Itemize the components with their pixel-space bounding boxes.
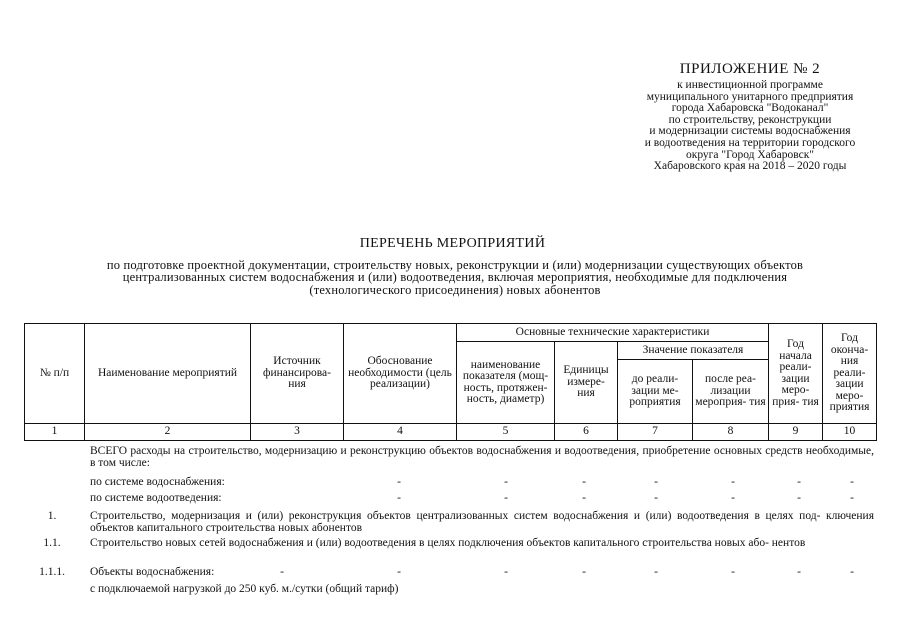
- dash: -: [397, 566, 401, 578]
- header-source: Источник финансирова- ния: [251, 324, 344, 424]
- header-tech: Основные технические характеристики: [457, 324, 769, 342]
- dash: -: [797, 492, 801, 504]
- row-text: с подключаемой нагрузкой до 250 куб. м./сутки (общий тариф): [90, 583, 399, 595]
- dash: -: [504, 492, 508, 504]
- header-units: Единицы измере- ния: [555, 342, 618, 424]
- header-after: после реа- лизации мероприя- тия: [693, 360, 769, 424]
- dash: -: [850, 492, 854, 504]
- header-before: до реали- зации ме- роприятия: [618, 360, 693, 424]
- dash: -: [654, 566, 658, 578]
- appendix-line: округа "Город Хабаровск": [686, 148, 814, 161]
- appendix-line: города Хабаровска "Водоканал": [671, 102, 829, 115]
- row-text: Строительство, модернизация и (или) реконструкция объектов централизованных систем водоснабжения и (или) водоотведения в целях под- ключения объектов капитального строительства новых абонентов: [90, 510, 874, 534]
- dash: -: [731, 566, 735, 578]
- dash: -: [731, 476, 735, 488]
- header-number: № п/п: [25, 324, 85, 424]
- appendix-line: и водоотведения на территории городского: [644, 136, 856, 149]
- dash: -: [582, 492, 586, 504]
- list-title: ПЕРЕЧЕНЬ МЕРОПРИЯТИЙ: [359, 236, 546, 251]
- row-text: Строительство новых сетей водоснабжения и (или) водоотведения в целях подключения объектов капитального строительства новых або- нентов: [90, 537, 806, 549]
- dash: -: [850, 476, 854, 488]
- dash: -: [397, 492, 401, 504]
- column-number: 3: [251, 424, 344, 441]
- appendix-title: ПРИЛОЖЕНИЕ № 2: [679, 61, 821, 77]
- list-subtitle: [60, 259, 850, 296]
- column-number: 5: [457, 424, 555, 441]
- dash: -: [582, 566, 586, 578]
- subtitle-line: (технологического присоединения) новых абонентов: [309, 282, 601, 297]
- header-value: Значение показателя: [618, 342, 769, 360]
- row-text: по системе водоотведения:: [90, 492, 222, 504]
- subtitle-line: централизованных систем водоснабжения и (или) водоотведения, включая мероприятия, необходимые для подключения: [122, 270, 788, 285]
- column-number: 1: [25, 424, 85, 441]
- row-number: 1.1.1.: [39, 566, 65, 578]
- column-number: 9: [769, 424, 823, 441]
- appendix-line: муниципального унитарного предприятия: [646, 90, 854, 103]
- row-number: 1.1.: [43, 537, 61, 549]
- column-number: 4: [344, 424, 457, 441]
- appendix-line: по строительству, реконструкции: [668, 113, 832, 126]
- subtitle-line: по подготовке проектной документации, строительству новых, реконструкции и (или) модернизации существующих объектов: [106, 258, 804, 272]
- header-basis: Обоснование необходимости (цель реализации): [344, 324, 457, 424]
- column-number: 7: [618, 424, 693, 441]
- dash: -: [504, 566, 508, 578]
- dash: -: [731, 492, 735, 504]
- dash: -: [797, 476, 801, 488]
- dash: -: [654, 476, 658, 488]
- dash: -: [280, 566, 284, 578]
- dash: -: [582, 476, 586, 488]
- column-number: 6: [555, 424, 618, 441]
- header-indicator-name: наименование показателя (мощ- ность, протяжен- ность, диаметр): [457, 342, 555, 424]
- dash: -: [797, 566, 801, 578]
- row-text: Объекты водоснабжения:: [90, 566, 215, 578]
- column-number: 8: [693, 424, 769, 441]
- appendix-line: и модернизации системы водоснабжения: [649, 125, 851, 138]
- header-start-year: Год начала реали- зации меро- прия- тия: [769, 324, 823, 424]
- dash: -: [397, 476, 401, 488]
- row-number: 1.: [47, 510, 57, 522]
- appendix-line: Хабаровского края на 2018 – 2020 годы: [653, 160, 847, 173]
- dash: -: [654, 492, 658, 504]
- activities-table: [24, 323, 877, 441]
- row-text: по системе водоснабжения:: [90, 476, 225, 488]
- appendix-header: [600, 60, 900, 173]
- column-number: 2: [85, 424, 251, 441]
- header-name: Наименование мероприятий: [85, 324, 251, 424]
- dash: -: [504, 476, 508, 488]
- column-number: 10: [823, 424, 877, 441]
- header-end-year: Год оконча- ния реали- зации меро- приятия: [823, 324, 877, 424]
- appendix-line: к инвестиционной программе: [677, 79, 823, 91]
- dash: -: [850, 566, 854, 578]
- row-text: ВСЕГО расходы на строительство, модернизацию и реконструкцию объектов водоснабжения и водоотведения, приобретение основных средств необходимые, в том числе:: [90, 445, 874, 469]
